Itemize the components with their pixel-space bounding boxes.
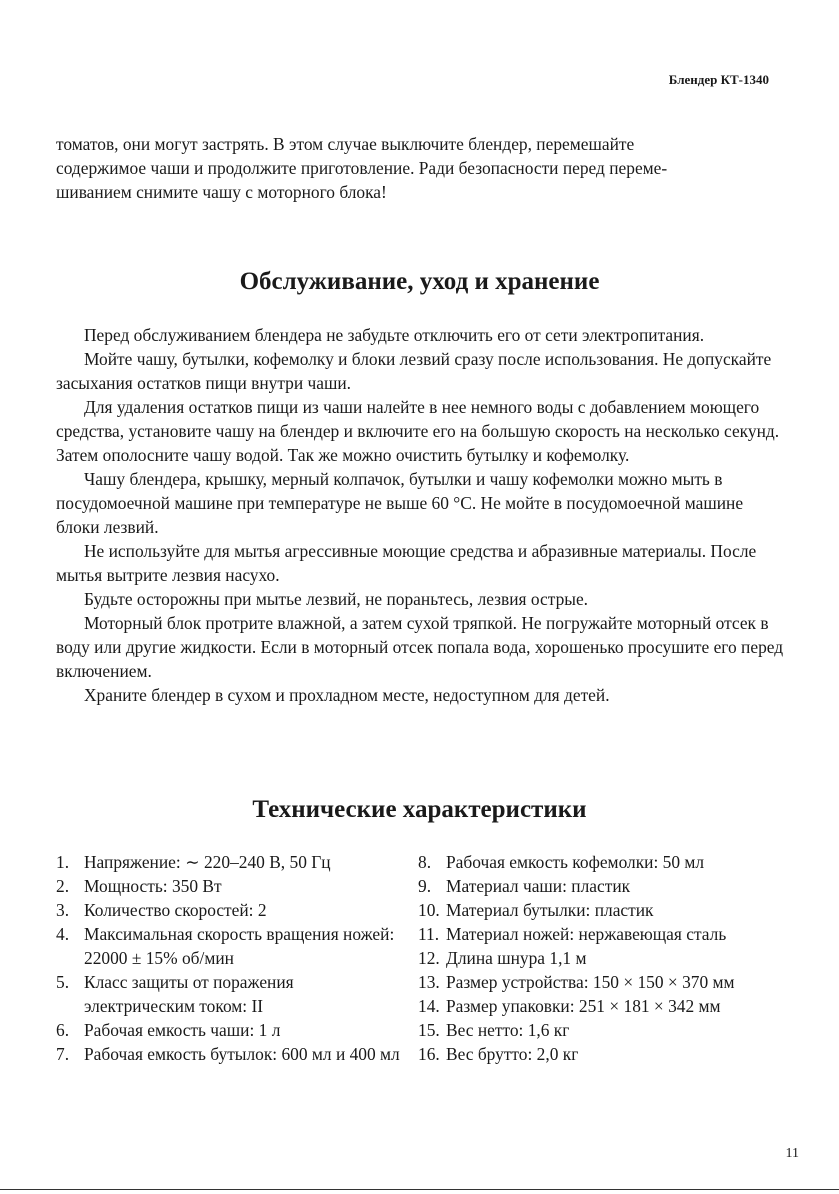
spec-item xyxy=(418,1018,788,1042)
specs-column-left xyxy=(56,850,406,1066)
care-paragraph: Храните блендер в сухом и прохладном месте, недоступном для детей. xyxy=(84,685,610,705)
spec-number: 15. xyxy=(418,1020,440,1040)
spec-text: Мощность: 350 Вт xyxy=(84,876,222,896)
running-header: Блендер КТ-1340 xyxy=(668,72,769,87)
spec-item xyxy=(56,970,406,1018)
spec-item xyxy=(418,922,788,946)
spec-item xyxy=(56,922,406,970)
spec-number: 4. xyxy=(56,924,70,944)
spec-item xyxy=(56,1042,406,1066)
intro-text xyxy=(56,132,784,204)
spec-text: Рабочая емкость кофемолки: 50 мл xyxy=(446,852,705,872)
spec-number: 11. xyxy=(418,924,440,944)
spec-number: 3. xyxy=(56,900,70,920)
care-paragraph: Будьте осторожны при мытье лезвий, не пораньтесь, лезвия острые. xyxy=(84,589,589,609)
spec-item xyxy=(56,850,406,874)
spec-item xyxy=(418,874,788,898)
spec-text: Рабочая емкость бутылок: 600 мл и 400 мл xyxy=(84,1044,400,1064)
care-paragraph: Моторный блок протрите влажной, а затем сухой тряпкой. Не погружайте моторный отсек в воду или другие жидкости. Если в моторный отсек попала вода, хорошенько просушите его перед включением. xyxy=(56,613,784,681)
specs-section-title: Технические характеристики xyxy=(252,796,587,823)
spec-text: Материал бутылки: пластик xyxy=(446,900,654,920)
spec-text: Длина шнура 1,1 м xyxy=(446,948,587,968)
specs-column-right xyxy=(418,850,788,1066)
footer-divider xyxy=(0,1189,839,1190)
spec-number: 7. xyxy=(56,1044,70,1064)
spec-item xyxy=(56,898,406,922)
spec-number: 2. xyxy=(56,876,70,896)
intro-line: шиванием снимите чашу с моторного блока! xyxy=(56,182,387,202)
intro-line: содержимое чаши и продолжите приготовление. Ради безопасности перед переме- xyxy=(56,158,668,178)
spec-item xyxy=(56,874,406,898)
spec-text: Рабочая емкость чаши: 1 л xyxy=(84,1020,281,1040)
spec-item xyxy=(418,1042,788,1066)
spec-number: 12. xyxy=(418,948,440,968)
care-paragraph: Для удаления остатков пищи из чаши налейте в нее немного воды с добавлением моющего средства, установите чашу на блендер и включите его на большую скорость на несколько секунд. Затем ополосните чашу водой. Так же можно очистить бутылку и кофемолку. xyxy=(56,397,780,465)
spec-text: Количество скоростей: 2 xyxy=(84,900,267,920)
spec-text: Материал ножей: нержавеющая сталь xyxy=(446,924,727,944)
spec-number: 6. xyxy=(56,1020,70,1040)
spec-text: Напряжение: ∼ 220–240 В, 50 Гц xyxy=(84,852,331,872)
spec-text: Размер устройства: 150 × 150 × 370 мм xyxy=(446,972,735,992)
care-section xyxy=(56,323,784,707)
spec-item xyxy=(418,994,788,1018)
spec-number: 16. xyxy=(418,1044,440,1064)
spec-item xyxy=(418,970,788,994)
care-section-title: Обслуживание, уход и хранение xyxy=(239,268,600,295)
spec-text: Материал чаши: пластик xyxy=(446,876,631,896)
spec-text: Класс защиты от поражения электрическим током: II xyxy=(84,972,294,1016)
spec-text: Вес нетто: 1,6 кг xyxy=(446,1020,570,1040)
spec-text: Размер упаковки: 251 × 181 × 342 мм xyxy=(446,996,721,1016)
spec-number: 5. xyxy=(56,972,70,992)
spec-number: 14. xyxy=(418,996,440,1016)
spec-text: Вес брутто: 2,0 кг xyxy=(446,1044,579,1064)
care-paragraph: Не используйте для мытья агрессивные моющие средства и абразивные материалы. После мытья вытрите лезвия насухо. xyxy=(56,541,757,585)
intro-line: томатов, они могут застрять. В этом случае выключите блендер, перемешайте xyxy=(56,134,635,154)
care-paragraph: Чашу блендера, крышку, мерный колпачок, бутылки и чашу кофемолки можно мыть в посудомоечной машине при температуре не выше 60 °С. Не мойте в посудомоечной машине блоки лезвий. xyxy=(56,469,744,537)
spec-item xyxy=(418,898,788,922)
spec-number: 1. xyxy=(56,852,70,872)
spec-number: 8. xyxy=(418,852,432,872)
care-paragraph: Перед обслуживанием блендера не забудьте отключить его от сети электропитания. xyxy=(84,325,705,345)
spec-number: 10. xyxy=(418,900,440,920)
spec-number: 9. xyxy=(418,876,432,896)
spec-item xyxy=(56,1018,406,1042)
page-number: 11 xyxy=(785,1146,799,1161)
care-paragraph: Мойте чашу, бутылки, кофемолку и блоки лезвий сразу после использования. Не допускайте засыхания остатков пищи внутри чаши. xyxy=(56,349,772,393)
spec-number: 13. xyxy=(418,972,440,992)
spec-text: Максимальная скорость вращения ножей: 22000 ± 15% об/мин xyxy=(84,924,395,968)
spec-item xyxy=(418,946,788,970)
spec-item xyxy=(418,850,788,874)
